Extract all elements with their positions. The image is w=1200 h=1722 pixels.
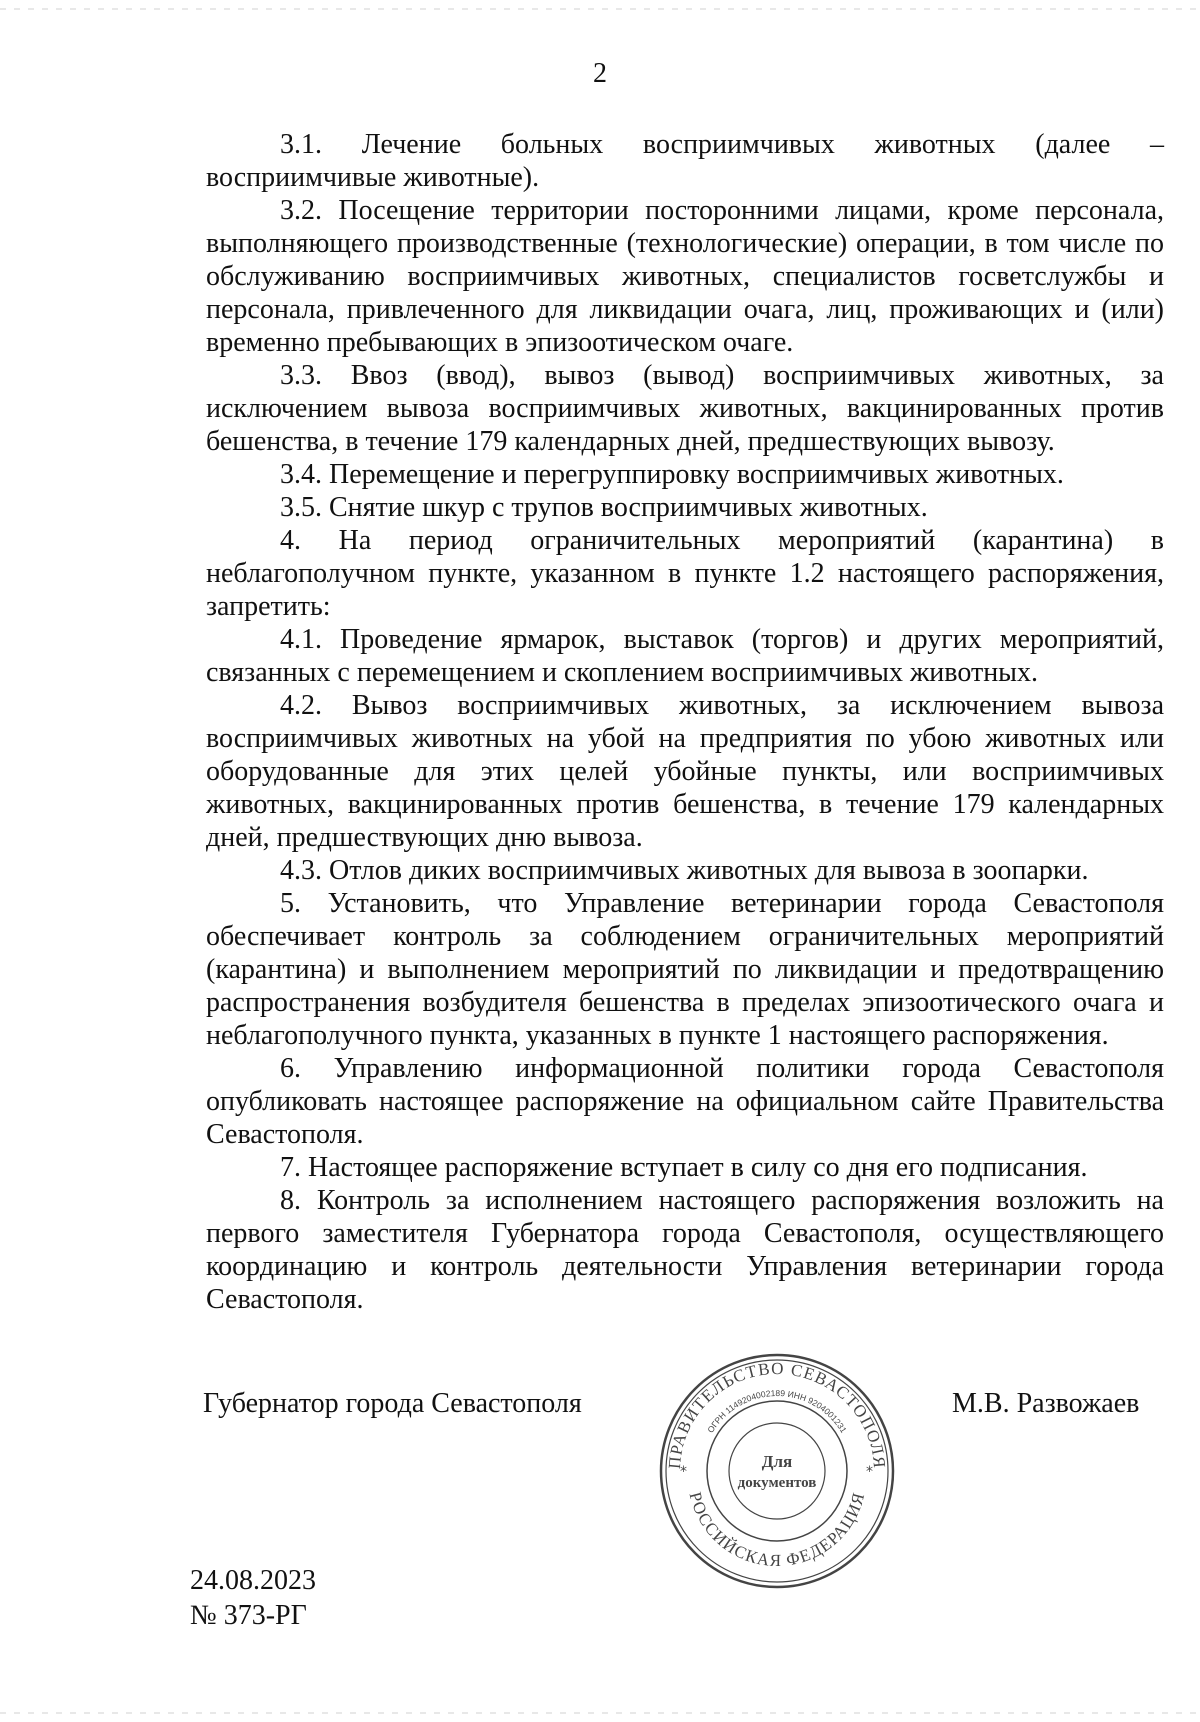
paragraph-4-3: 4.3. Отлов диких восприимчивых животных для вывоза в зоопарки. <box>280 855 1089 886</box>
document-date-number <box>190 1563 316 1633</box>
scan-edge-bottom <box>0 1712 1200 1714</box>
seal-center-line1: Для <box>761 1452 793 1471</box>
paragraph-4-2: 4.2. Вывоз восприимчивых животных, за исключением вывоза восприимчивых животных на убой на предприятия по убою животных или оборудованные для этих целей убойные пункты, или восприимчивых животных, вакцинированных против бешенства, в течение 179 календарных дней, предшествующих дню вывоза. <box>206 690 1164 853</box>
paragraph-3-4: 3.4. Перемещение и перегруппировку восприимчивых животных. <box>280 459 1064 490</box>
official-seal-stamp <box>658 1352 896 1590</box>
paragraph-8: 8. Контроль за исполнением настоящего распоряжения возложить на первого заместителя Губернатора города Севастополя, осуществляющего координацию и контроль деятельности Управления ветеринарии города Севастополя. <box>206 1185 1164 1315</box>
paragraph-5: 5. Установить, что Управление ветеринарии города Севастополя обеспечивает контроль за соблюдением ограничительных мероприятий (карантина) и выполнением мероприятий по ликвидации и предотвращению распространения возбудителя бешенства в пределах эпизоотического очага и неблагополучного пункта, указанных в пункте 1 настоящего распоряжения. <box>206 888 1164 1051</box>
paragraph-7: 7. Настоящее распоряжение вступает в силу со дня его подписания. <box>280 1152 1088 1183</box>
paragraph-3-2: 3.2. Посещение территории посторонними лицами, кроме персонала, выполняющего производственные (технологические) операции, в том числе по обслуживанию восприимчивых животных, специалистов госветслужбы и персонала, привлеченного для ликвидации очага, лиц, проживающих и (или) временно пребывающих в эпизоотическом очаге. <box>206 195 1164 358</box>
paragraph-4-1: 4.1. Проведение ярмарок, выставок (торгов) и других мероприятий, связанных с перемещением и скоплением восприимчивых животных. <box>206 624 1164 688</box>
seal-graphic <box>658 1352 896 1590</box>
document-body <box>206 128 1164 1316</box>
paragraph-6: 6. Управлению информационной политики города Севастополя опубликовать настоящее распоряжение на официальном сайте Правительства Севастополя. <box>206 1053 1164 1150</box>
seal-center-line2: документов <box>737 1475 817 1491</box>
signatory-title: Губернатор города Севастополя <box>203 1388 582 1419</box>
seal-outer-text: ПРАВИТЕЛЬСТВО СЕВАСТОПОЛЯ <box>664 1358 890 1470</box>
document-number: № 373-РГ <box>190 1600 307 1631</box>
document-date: 24.08.2023 <box>190 1565 316 1596</box>
page-number: 2 <box>593 58 607 89</box>
paragraph-3-3: 3.3. Ввоз (ввод), вывоз (вывод) восприимчивых животных, за исключением вывоза восприимчивых животных, вакцинированных против бешенства, в течение 179 календарных дней, предшествующих вывозу. <box>206 360 1164 457</box>
signatory-name: М.В. Развожаев <box>952 1388 1140 1419</box>
seal-bottom-text: РОССИЙСКАЯ ФЕДЕРАЦИЯ <box>685 1489 869 1571</box>
signature-block <box>0 1350 1200 1470</box>
paragraph-3-1: 3.1. Лечение больных восприимчивых животных (далее – восприимчивые животные). <box>206 129 1164 193</box>
seal-inner-text: ОГРН 1149204002189 ИНН 9204001231 <box>705 1387 849 1435</box>
scan-edge-top <box>0 8 1200 10</box>
seal-star-left-icon: * <box>680 1464 687 1480</box>
paragraph-3-5: 3.5. Снятие шкур с трупов восприимчивых животных. <box>280 492 928 523</box>
paragraph-4: 4. На период ограничительных мероприятий (карантина) в неблагополучном пункте, указанном в пункте 1.2 настоящего распоряжения, запретить: <box>206 525 1164 622</box>
seal-star-right-icon: * <box>866 1464 873 1480</box>
